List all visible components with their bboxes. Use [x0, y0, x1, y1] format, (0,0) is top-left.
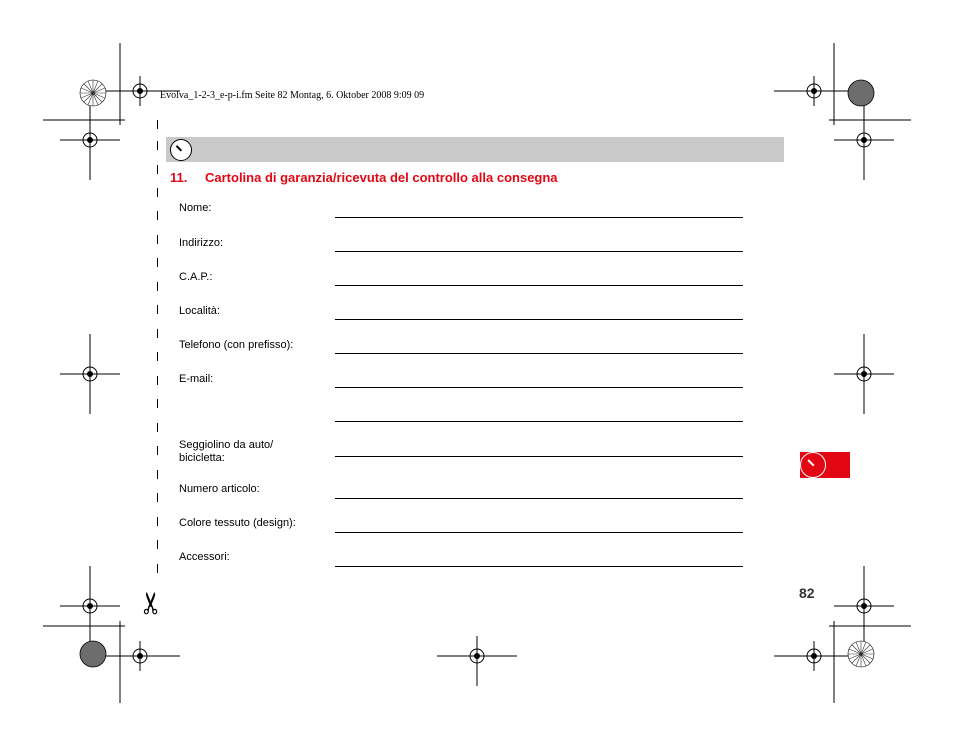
accessories-label: Accessori:: [179, 551, 230, 563]
seat-field-line[interactable]: [335, 456, 743, 457]
crosshair-bottom-center-icon: [437, 636, 517, 686]
language-indicator-icon: [170, 139, 192, 161]
name-field-line[interactable]: [335, 217, 743, 218]
starburst-bottom-right-icon: [848, 641, 874, 667]
crosshair-top-left-icon: [100, 43, 180, 125]
seat-label: [179, 439, 273, 465]
scissors-icon: ✂: [135, 590, 169, 616]
email-field-line[interactable]: [335, 387, 743, 388]
crosshair-top-right-icon: [774, 43, 854, 125]
section-title-text: Cartolina di garanzia/ricevuta del controllo alla consegna: [205, 170, 558, 185]
grey-patch-top-right-icon: [848, 80, 874, 106]
crosshair-bottom-right-icon: [774, 621, 854, 703]
email-extra-field-line[interactable]: [335, 421, 743, 422]
seat-label-line1: Seggiolino da auto/: [179, 439, 274, 451]
article-number-field-line[interactable]: [335, 498, 743, 499]
fabric-color-field-line[interactable]: [335, 532, 743, 533]
crosshair-right-upper-icon: [829, 100, 911, 180]
seat-label-line2: bicicletta:: [179, 452, 225, 464]
section-title: [170, 170, 558, 185]
crosshair-left-upper-icon: [43, 100, 125, 180]
phone-label: Telefono (con prefisso):: [179, 339, 294, 351]
address-label: Indirizzo:: [179, 237, 224, 249]
address-field-line[interactable]: [335, 251, 743, 252]
crosshair-right-lower-icon: [829, 566, 911, 646]
file-header-meta: Evolva_1-2-3_e-p-i.fm Seite 82 Montag, 6. Oktober 2008 9:09 09: [160, 90, 425, 101]
crosshair-bottom-left-icon: [100, 621, 180, 703]
city-field-line[interactable]: [335, 319, 743, 320]
phone-field-line[interactable]: [335, 353, 743, 354]
starburst-top-left-icon: [80, 80, 106, 106]
zip-field-line[interactable]: [335, 285, 743, 286]
fabric-color-label: Colore tessuto (design):: [179, 517, 296, 529]
article-number-label: Numero articolo:: [179, 483, 260, 495]
city-label: Località:: [179, 305, 220, 317]
crosshair-left-lower-icon: [43, 566, 125, 646]
section-header-bar: [166, 137, 784, 162]
accessories-field-line[interactable]: [335, 566, 743, 567]
section-number: 11.: [170, 170, 188, 185]
name-label: Nome:: [179, 202, 212, 214]
page-number: 82: [799, 585, 815, 601]
language-tab-icon: [800, 452, 826, 478]
zip-label: C.A.P.:: [179, 271, 213, 283]
email-label: E-mail:: [179, 373, 214, 385]
grey-patch-bottom-left-icon: [80, 641, 106, 667]
